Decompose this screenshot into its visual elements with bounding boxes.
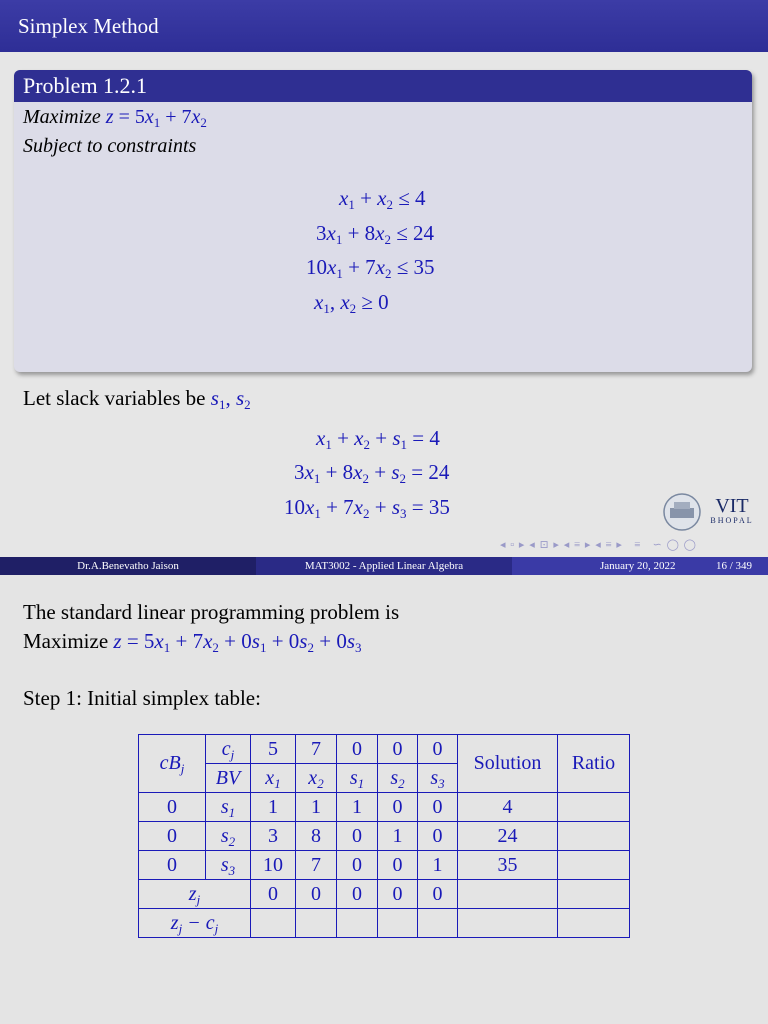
- objective-line: [23, 106, 207, 129]
- slack-text: Let slack variables be: [23, 386, 206, 410]
- ratio-cell: [558, 822, 630, 851]
- zj-minus-cj-label: $z_j - c_j$: [139, 909, 251, 938]
- empty-cell: [251, 909, 296, 938]
- zj-cell: 0: [251, 880, 296, 909]
- ratio-header: Ratio: [558, 735, 630, 793]
- var-x2: $x_2$: [296, 764, 337, 793]
- standard-maximize-label: Maximize: [23, 629, 109, 653]
- beamer-navigation-icons[interactable]: ◂ ▫ ▸ ◂ ⊡ ▸ ◂ ≡ ▸ ◂ ≡ ▸ ≡ ∽ ◯ ◯: [500, 539, 697, 551]
- solution-cell: 35: [458, 851, 558, 880]
- zj-cell: 0: [378, 880, 418, 909]
- cell: 10: [251, 851, 296, 880]
- table-row: [139, 851, 630, 880]
- table-row-zj-cj: [139, 909, 630, 938]
- table-row: [139, 793, 630, 822]
- ratio-cell: [558, 793, 630, 822]
- standard-objective-line: [23, 629, 362, 654]
- solution-cell: 24: [458, 822, 558, 851]
- ratio-cell: [558, 851, 630, 880]
- vit-logo: [662, 490, 762, 534]
- solution-header: Solution: [458, 735, 558, 793]
- constraint-1: $x_1 + x_2 \le 4$: [339, 186, 426, 212]
- subject-label: Subject to constraints: [23, 135, 197, 157]
- maximize-label: Maximize: [23, 106, 101, 128]
- empty-cell: [296, 909, 337, 938]
- logo-name: VIT: [715, 495, 749, 517]
- zj-solution-cell: [458, 880, 558, 909]
- footer-date-page: [512, 557, 768, 575]
- footer-date: January 20, 2022: [600, 560, 676, 572]
- cell: 0: [418, 822, 458, 851]
- solution-cell: 4: [458, 793, 558, 822]
- cj-header: $c_j$: [206, 735, 251, 764]
- constraint-nonneg: $x_1$, $x_2 \ge 0$: [314, 290, 389, 316]
- problem-title: Problem 1.2.1: [23, 73, 148, 98]
- logo-sub: BHOPAL: [710, 516, 754, 525]
- empty-cell: [558, 909, 630, 938]
- cell: 1: [296, 793, 337, 822]
- footer-course: MAT3002 - Applied Linear Algebra: [256, 557, 512, 575]
- cell: 8: [296, 822, 337, 851]
- constraint-2: $3x_1 + 8x_2 \le 24$: [316, 221, 435, 247]
- standard-objective-expression: $z = 5x_1 + 7x_2 + 0s_1 + 0s_2 + 0s_3$: [113, 629, 362, 655]
- zj-label: $z_j$: [139, 880, 251, 909]
- slide-header: [0, 0, 768, 52]
- slack-line: [23, 386, 251, 411]
- cj-value: 0: [378, 735, 418, 764]
- table-row: [139, 822, 630, 851]
- zj-ratio-cell: [558, 880, 630, 909]
- step1-text: Step 1: Initial simplex table:: [23, 686, 261, 710]
- cb-header: $cB_j$: [139, 735, 206, 793]
- standard-text: The standard linear programming problem is: [23, 600, 400, 624]
- slide-title: Simplex Method: [18, 14, 159, 38]
- simplex-table: [138, 734, 630, 938]
- cell: 0: [378, 793, 418, 822]
- cj-value: 0: [337, 735, 378, 764]
- var-s2: $s_2$: [378, 764, 418, 793]
- cell: 1: [251, 793, 296, 822]
- slack-eq-2: $3x_1 + 8x_2 + s_2 = 24$: [294, 460, 450, 486]
- basic-var: $s_1$: [206, 793, 251, 822]
- table-row-zj: [139, 880, 630, 909]
- basic-var: $s_2$: [206, 822, 251, 851]
- cb-value: 0: [139, 793, 206, 822]
- basic-var: $s_3$: [206, 851, 251, 880]
- var-s1: $s_1$: [337, 764, 378, 793]
- constraint-3: $10x_1 + 7x_2 \le 35$: [306, 255, 435, 281]
- cell: 1: [378, 822, 418, 851]
- objective-expression: $z = 5x_1 + 7x_2$: [105, 106, 207, 130]
- slack-eq-3: $10x_1 + 7x_2 + s_3 = 35$: [284, 495, 450, 521]
- table-row-cj: [139, 735, 630, 764]
- slack-variables: $s_1$, $s_2$: [210, 386, 251, 412]
- zj-cell: 0: [296, 880, 337, 909]
- footer-page: 16 / 349: [716, 560, 753, 572]
- zj-cell: 0: [418, 880, 458, 909]
- cell: 3: [251, 822, 296, 851]
- bv-header: BV: [206, 764, 251, 793]
- var-s3: $s_3$: [418, 764, 458, 793]
- cell: 0: [337, 851, 378, 880]
- problem-block: [14, 70, 752, 372]
- zj-cell: 0: [337, 880, 378, 909]
- cj-value: 5: [251, 735, 296, 764]
- cell: 0: [378, 851, 418, 880]
- cell: 0: [337, 822, 378, 851]
- slide-footer: [0, 557, 768, 575]
- var-x1: $x_1$: [251, 764, 296, 793]
- slack-eq-1: $x_1 + x_2 + s_1 = 4$: [316, 426, 440, 452]
- empty-cell: [458, 909, 558, 938]
- footer-author: Dr.A.Benevatho Jaison: [0, 557, 256, 575]
- cell: 0: [418, 793, 458, 822]
- cj-value: 0: [418, 735, 458, 764]
- cb-value: 0: [139, 851, 206, 880]
- empty-cell: [378, 909, 418, 938]
- problem-block-title: [14, 70, 752, 102]
- cell: 7: [296, 851, 337, 880]
- cj-value: 7: [296, 735, 337, 764]
- cell: 1: [337, 793, 378, 822]
- empty-cell: [337, 909, 378, 938]
- cb-value: 0: [139, 822, 206, 851]
- empty-cell: [418, 909, 458, 938]
- cell: 1: [418, 851, 458, 880]
